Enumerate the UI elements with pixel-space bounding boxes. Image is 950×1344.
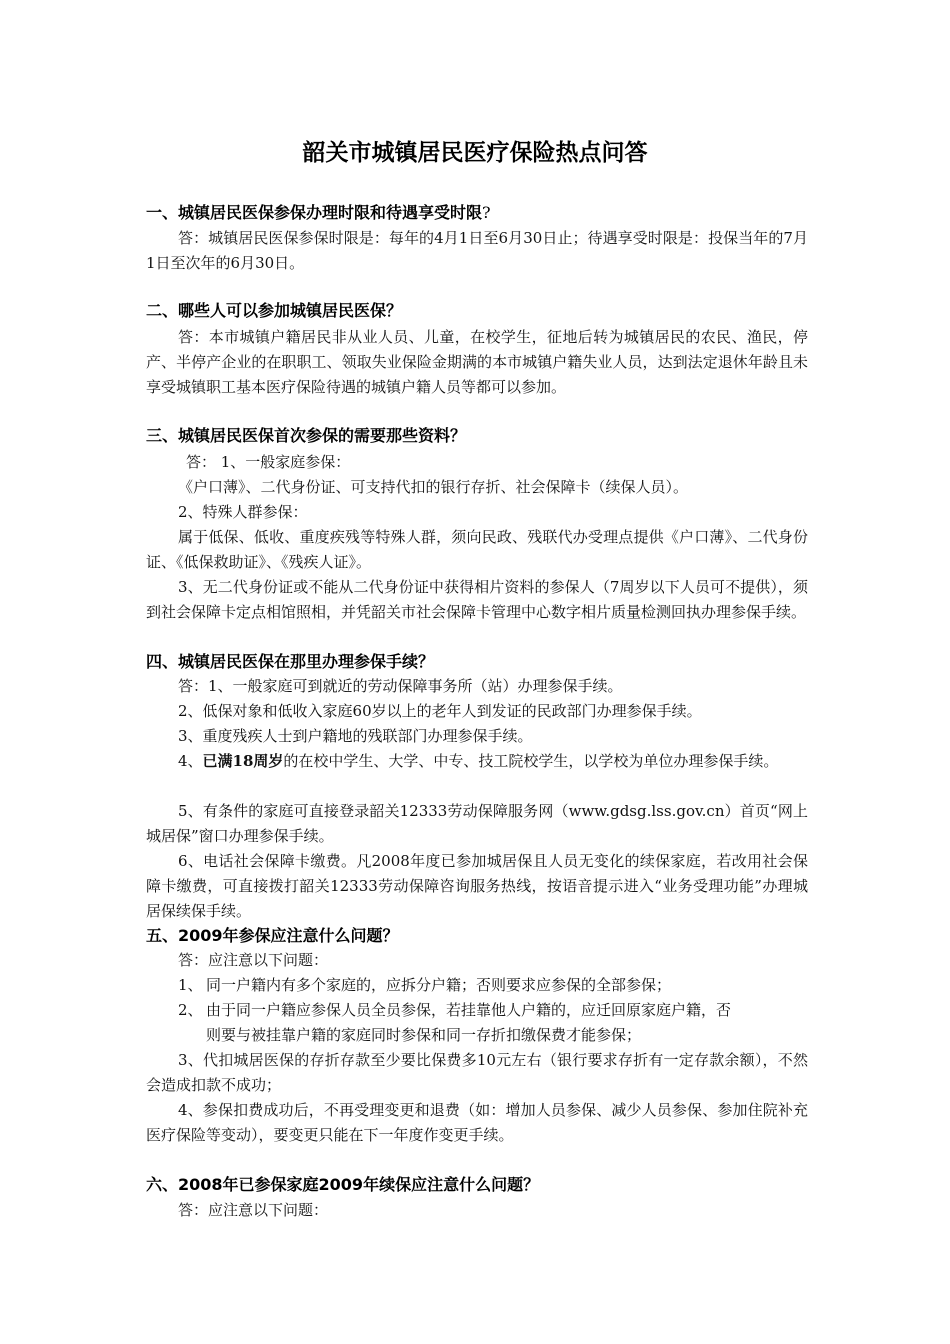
- answer-4-item-5: 5、有条件的家庭可直接登录韶关12333劳动保障服务网（www.gdsg.lss.gov.cn）首页“网上城居保”窗口办理参保手续。: [146, 802, 808, 845]
- answer-5-intro: 答：应注意以下问题：: [178, 951, 329, 969]
- document-title: 韶关市城镇居民医疗保险热点问答: [302, 140, 648, 166]
- question-1-mark: ?: [482, 203, 491, 222]
- question-1-heading: [146, 202, 826, 224]
- question-2-heading: 二、哪些人可以参加城镇居民医保？: [146, 301, 403, 320]
- answer-1: 答：城镇居民医保参保时限是：每年的4月1日至6月30日止；待遇享受时限是：投保当年的7月1日至次年的6月30日。: [146, 229, 808, 272]
- answer-4-item-6: 6、电话社会保障卡缴费。凡2008年度已参加城居保且人员无变化的续保家庭，若改用社会保障卡缴费，可直接拨打韶关12333劳动保障咨询服务热线，按语音提示进入“业务受理功能”办理城居保续保手续。: [146, 852, 808, 920]
- answer-3-line-5: 3、无二代身份证或不能从二代身份证中获得相片资料的参保人（7周岁以下人员可不提供），须到社会保障卡定点相馆照相，并凭韶关市社会保障卡管理中心数字相片质量检测回执办理参保手续。: [146, 578, 808, 621]
- answer-3-line-3: 2、特殊人群参保：: [178, 503, 308, 521]
- answer-4-item-4-emphasis: 已满18周岁: [202, 752, 284, 770]
- answer-3-line-1: 答： 1、一般家庭参保：: [186, 453, 351, 471]
- answer-5-item-2-number: 2、: [178, 1001, 203, 1019]
- answer-5-item-2-line-2: 则要与被挂靠户籍的家庭同时参保和同一存折扣缴保费才能参保；: [206, 1026, 642, 1044]
- answer-4-item-4-rest: 的在校中学生、大学、中专、技工院校学生，以学校为单位办理参保手续。: [283, 752, 779, 770]
- answer-5-item-3: 3、代扣城居医保的存折存款至少要比保费多10元左右（银行要求存折有一定存款余额），不然会造成扣款不成功；: [146, 1051, 808, 1094]
- answer-3-line-4: 属于低保、低收、重度疾残等特殊人群，须向民政、残联代办受理点提供《户口薄》、二代身份证、《低保救助证》、《残疾人证》。: [146, 528, 808, 571]
- answer-5-item-1-number: 1、: [178, 976, 203, 994]
- question-3-heading: 三、城镇居民医保首次参保的需要那些资料？: [146, 426, 467, 445]
- answer-4-item-1: 答：1、一般家庭可到就近的劳动保障事务所（站）办理参保手续。: [178, 677, 623, 695]
- answer-4-item-2: 2、低保对象和低收入家庭60岁以上的老年人到发证的民政部门办理参保手续。: [178, 702, 702, 720]
- answer-5-item-4: 4、参保扣费成功后，不再受理变更和退费（如：增加人员参保、减少人员参保、参加住院补充医疗保险等变动），要变更只能在下一年度作变更手续。: [146, 1101, 808, 1144]
- question-5-heading: 五、2009年参保应注意什么问题？: [146, 926, 399, 945]
- answer-5-item-1: 同一户籍内有多个家庭的，应拆分户籍；否则要求应参保的全部参保；: [206, 976, 672, 994]
- question-6-heading: 六、2008年已参保家庭2009年续保应注意什么问题？: [146, 1175, 540, 1194]
- answer-4-item-4: [146, 749, 808, 774]
- answer-6-intro: 答：应注意以下问题：: [178, 1201, 329, 1219]
- answer-4-item-3: 3、重度残疾人士到户籍地的残联部门办理参保手续。: [178, 727, 533, 745]
- question-4-heading: 四、城镇居民医保在那里办理参保手续？: [146, 652, 435, 671]
- answer-2: 答：本市城镇户籍居民非从业人员、儿童，在校学生，征地后转为城镇居民的农民、渔民，停产、半停产企业的在职职工、领取失业保险金期满的本市城镇户籍失业人员，达到法定退休年龄且未享受城镇职工基本医疗保险待遇的城镇户籍人员等都可以参加。: [146, 328, 808, 396]
- answer-5-item-2-line-1: 由于同一户籍应参保人员全员参保，若挂靠他人户籍的，应迁回原家庭户籍，否: [206, 1001, 732, 1019]
- question-1-text: 一、城镇居民医保参保办理时限和待遇享受时限: [146, 203, 483, 222]
- answer-3-line-2: 《户口薄》、二代身份证、可支持代扣的银行存折、社会保障卡（续保人员）。: [178, 478, 689, 496]
- answer-4-item-4-prefix: 4、: [178, 752, 203, 770]
